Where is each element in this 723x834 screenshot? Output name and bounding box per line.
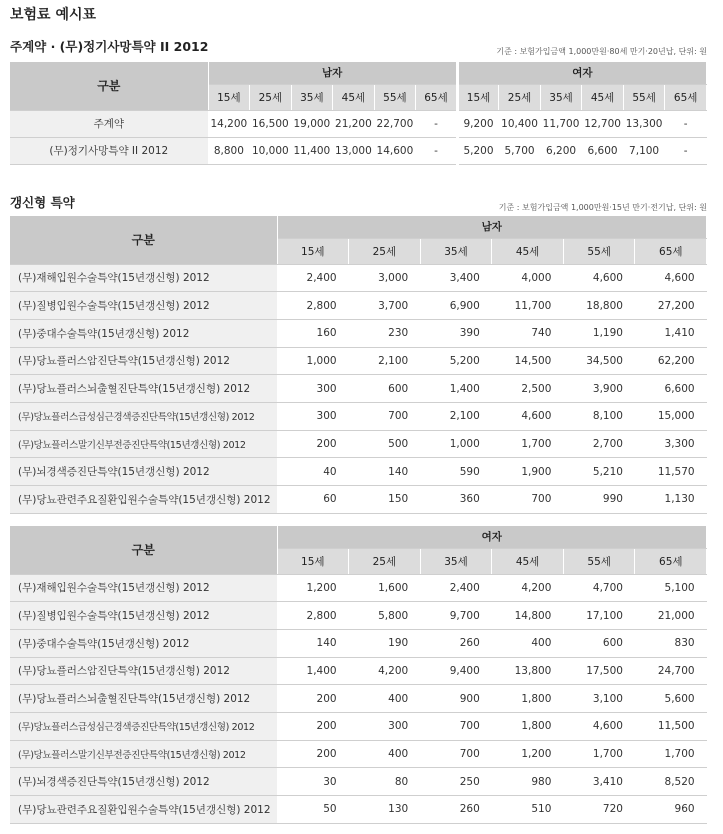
- value-cell: 190: [349, 629, 421, 657]
- table-row: [10, 347, 707, 375]
- value-cell: 17,500: [563, 657, 635, 685]
- header-gubun: 구분: [10, 526, 277, 574]
- main-contract-table: [10, 62, 707, 165]
- value-cell: 80: [349, 768, 421, 796]
- header-male: 남자: [277, 216, 707, 238]
- table-row: [10, 375, 707, 403]
- value-cell: 230: [349, 319, 421, 347]
- row-label: (무)당뇨플러스암진단특약(15년갱신형) 2012: [10, 657, 277, 685]
- value-cell: 1,200: [492, 740, 564, 768]
- age-header: 45세: [492, 238, 564, 264]
- value-cell: 160: [277, 319, 349, 347]
- value-cell: 60: [277, 486, 349, 514]
- value-cell: 4,600: [563, 264, 635, 292]
- value-cell: 990: [563, 486, 635, 514]
- value-cell: 4,200: [492, 574, 564, 602]
- cell-male: 8,800: [208, 137, 250, 164]
- value-cell: 1,700: [635, 740, 707, 768]
- table-row: [10, 657, 707, 685]
- value-cell: 1,130: [635, 486, 707, 514]
- value-cell: 17,100: [563, 602, 635, 630]
- value-cell: 6,900: [420, 292, 492, 320]
- page-title: 보험료 예시표: [10, 7, 97, 23]
- value-cell: 1,400: [277, 657, 349, 685]
- table-row: [10, 629, 707, 657]
- value-cell: 1,800: [492, 712, 564, 740]
- table-row: [10, 602, 707, 630]
- section1-title: 주계약 · (무)정기사망특약 II 2012: [10, 39, 209, 54]
- row-label: (무)질병입원수술특약(15년갱신형) 2012: [10, 602, 277, 630]
- table-row: [10, 430, 707, 458]
- value-cell: 830: [635, 629, 707, 657]
- row-label: (무)당뇨관련주요질환입원수술특약(15년갱신형) 2012: [10, 486, 277, 514]
- table-row: [10, 685, 707, 713]
- age-header-female: 55세: [623, 84, 665, 110]
- value-cell: 300: [277, 375, 349, 403]
- table-row: [10, 264, 707, 292]
- row-label: (무)재해입원수술특약(15년갱신형) 2012: [10, 574, 277, 602]
- value-cell: 1,190: [563, 319, 635, 347]
- cell-female: 9,200: [457, 110, 499, 137]
- table-row: [10, 319, 707, 347]
- value-cell: 3,410: [563, 768, 635, 796]
- value-cell: 2,100: [349, 347, 421, 375]
- value-cell: 6,600: [635, 375, 707, 403]
- age-header-female: 35세: [540, 84, 582, 110]
- cell-male: 14,200: [208, 110, 250, 137]
- row-label: (무)뇌경색증진단특약(15년갱신형) 2012: [10, 768, 277, 796]
- value-cell: 8,520: [635, 768, 707, 796]
- age-header-male: 25세: [250, 84, 292, 110]
- cell-female: 5,700: [499, 137, 541, 164]
- table-row: [10, 137, 707, 164]
- value-cell: 260: [420, 796, 492, 824]
- cell-male: 11,400: [291, 137, 333, 164]
- value-cell: 3,400: [420, 264, 492, 292]
- age-header: 55세: [563, 238, 635, 264]
- table-row: [10, 574, 707, 602]
- value-cell: 1,900: [492, 458, 564, 486]
- table-row: [10, 486, 707, 514]
- header-female: 여자: [277, 526, 707, 548]
- table-row: [10, 712, 707, 740]
- value-cell: 3,000: [349, 264, 421, 292]
- value-cell: 260: [420, 629, 492, 657]
- age-header: 35세: [420, 238, 492, 264]
- cell-female: 10,400: [499, 110, 541, 137]
- value-cell: 700: [420, 712, 492, 740]
- value-cell: 8,100: [563, 402, 635, 430]
- value-cell: 5,800: [349, 602, 421, 630]
- table-row: [10, 402, 707, 430]
- cell-male: -: [416, 110, 458, 137]
- value-cell: 1,000: [420, 430, 492, 458]
- table-row: [10, 796, 707, 824]
- value-cell: 590: [420, 458, 492, 486]
- value-cell: 740: [492, 319, 564, 347]
- table-row: [10, 110, 707, 137]
- rider-male-table: [10, 216, 707, 514]
- cell-male: 19,000: [291, 110, 333, 137]
- row-label: (무)당뇨플러스뇌출혈진단특약(15년갱신형) 2012: [10, 685, 277, 713]
- value-cell: 250: [420, 768, 492, 796]
- cell-male: 14,600: [374, 137, 416, 164]
- value-cell: 13,800: [492, 657, 564, 685]
- cell-male: 10,000: [250, 137, 292, 164]
- value-cell: 360: [420, 486, 492, 514]
- value-cell: 300: [277, 402, 349, 430]
- value-cell: 2,400: [420, 574, 492, 602]
- cell-female: 6,600: [582, 137, 624, 164]
- value-cell: 5,200: [420, 347, 492, 375]
- value-cell: 9,700: [420, 602, 492, 630]
- value-cell: 15,000: [635, 402, 707, 430]
- value-cell: 1,700: [563, 740, 635, 768]
- header-female: 여자: [457, 62, 706, 84]
- value-cell: 14,500: [492, 347, 564, 375]
- value-cell: 3,700: [349, 292, 421, 320]
- cell-female: -: [665, 137, 707, 164]
- value-cell: 400: [492, 629, 564, 657]
- row-label: (무)뇌경색증진단특약(15년갱신형) 2012: [10, 458, 277, 486]
- row-label: (무)정기사망특약 II 2012: [10, 137, 208, 164]
- row-label: (무)당뇨관련주요질환입원수술특약(15년갱신형) 2012: [10, 796, 277, 824]
- value-cell: 3,300: [635, 430, 707, 458]
- header-gubun: 구분: [10, 62, 208, 110]
- cell-female: -: [665, 110, 707, 137]
- value-cell: 62,200: [635, 347, 707, 375]
- value-cell: 27,200: [635, 292, 707, 320]
- value-cell: 400: [349, 685, 421, 713]
- row-label: (무)당뇨플러스말기신부전증진단특약(15년갱신형) 2012: [10, 430, 277, 458]
- value-cell: 1,000: [277, 347, 349, 375]
- value-cell: 500: [349, 430, 421, 458]
- value-cell: 140: [277, 629, 349, 657]
- age-header: 45세: [492, 548, 564, 574]
- value-cell: 200: [277, 430, 349, 458]
- age-header: 15세: [277, 548, 349, 574]
- section2-title: 갱신형 특약: [10, 195, 75, 210]
- value-cell: 200: [277, 712, 349, 740]
- cell-male: 16,500: [250, 110, 292, 137]
- cell-female: 13,300: [623, 110, 665, 137]
- table-row: [10, 740, 707, 768]
- value-cell: 4,600: [492, 402, 564, 430]
- age-header: 25세: [349, 548, 421, 574]
- row-label: (무)당뇨플러스말기신부전증진단특약(15년갱신형) 2012: [10, 740, 277, 768]
- cell-female: 12,700: [582, 110, 624, 137]
- value-cell: 11,700: [492, 292, 564, 320]
- age-header: 35세: [420, 548, 492, 574]
- section2-note: 기준 : 보험가입금액 1,000만원·15년 만기·전기납, 단위: 원: [498, 203, 707, 212]
- table-row: [10, 458, 707, 486]
- cell-female: 7,100: [623, 137, 665, 164]
- value-cell: 4,000: [492, 264, 564, 292]
- value-cell: 130: [349, 796, 421, 824]
- value-cell: 720: [563, 796, 635, 824]
- cell-male: 22,700: [374, 110, 416, 137]
- value-cell: 4,700: [563, 574, 635, 602]
- row-label: (무)당뇨플러스급성심근경색증진단특약(15년갱신형) 2012: [10, 402, 277, 430]
- value-cell: 700: [349, 402, 421, 430]
- value-cell: 3,900: [563, 375, 635, 403]
- value-cell: 1,800: [492, 685, 564, 713]
- row-label: (무)당뇨플러스뇌출혈진단특약(15년갱신형) 2012: [10, 375, 277, 403]
- value-cell: 2,100: [420, 402, 492, 430]
- header-male: 남자: [208, 62, 457, 84]
- age-header: 25세: [349, 238, 421, 264]
- row-label: (무)중대수술특약(15년갱신형) 2012: [10, 319, 277, 347]
- value-cell: 600: [349, 375, 421, 403]
- value-cell: 3,100: [563, 685, 635, 713]
- value-cell: 200: [277, 685, 349, 713]
- cell-female: 11,700: [540, 110, 582, 137]
- value-cell: 150: [349, 486, 421, 514]
- value-cell: 510: [492, 796, 564, 824]
- value-cell: 4,200: [349, 657, 421, 685]
- row-label: (무)질병입원수술특약(15년갱신형) 2012: [10, 292, 277, 320]
- age-header-female: 25세: [499, 84, 541, 110]
- value-cell: 30: [277, 768, 349, 796]
- value-cell: 1,700: [492, 430, 564, 458]
- table-row: [10, 292, 707, 320]
- age-header: 65세: [635, 548, 707, 574]
- value-cell: 9,400: [420, 657, 492, 685]
- value-cell: 300: [349, 712, 421, 740]
- value-cell: 5,600: [635, 685, 707, 713]
- cell-male: 13,000: [333, 137, 375, 164]
- value-cell: 900: [420, 685, 492, 713]
- value-cell: 1,600: [349, 574, 421, 602]
- age-header-female: 65세: [665, 84, 707, 110]
- age-header: 55세: [563, 548, 635, 574]
- value-cell: 600: [563, 629, 635, 657]
- age-header: 65세: [635, 238, 707, 264]
- value-cell: 980: [492, 768, 564, 796]
- value-cell: 2,800: [277, 292, 349, 320]
- age-header-female: 15세: [457, 84, 499, 110]
- cell-female: 5,200: [457, 137, 499, 164]
- value-cell: 960: [635, 796, 707, 824]
- age-header-female: 45세: [582, 84, 624, 110]
- rider-female-table: [10, 526, 707, 824]
- age-header-male: 65세: [416, 84, 458, 110]
- value-cell: 2,700: [563, 430, 635, 458]
- value-cell: 4,600: [635, 264, 707, 292]
- value-cell: 34,500: [563, 347, 635, 375]
- age-header-male: 55세: [374, 84, 416, 110]
- value-cell: 5,210: [563, 458, 635, 486]
- value-cell: 700: [420, 740, 492, 768]
- value-cell: 50: [277, 796, 349, 824]
- age-header-male: 45세: [333, 84, 375, 110]
- age-header: 15세: [277, 238, 349, 264]
- value-cell: 2,400: [277, 264, 349, 292]
- table-row: [10, 768, 707, 796]
- row-label: (무)중대수술특약(15년갱신형) 2012: [10, 629, 277, 657]
- age-header-male: 35세: [291, 84, 333, 110]
- value-cell: 1,200: [277, 574, 349, 602]
- row-label: (무)당뇨플러스암진단특약(15년갱신형) 2012: [10, 347, 277, 375]
- value-cell: 2,500: [492, 375, 564, 403]
- value-cell: 700: [492, 486, 564, 514]
- cell-female: 6,200: [540, 137, 582, 164]
- value-cell: 1,400: [420, 375, 492, 403]
- value-cell: 21,000: [635, 602, 707, 630]
- value-cell: 11,500: [635, 712, 707, 740]
- value-cell: 4,600: [563, 712, 635, 740]
- value-cell: 400: [349, 740, 421, 768]
- row-label: (무)당뇨플러스급성심근경색증진단특약(15년갱신형) 2012: [10, 712, 277, 740]
- value-cell: 14,800: [492, 602, 564, 630]
- value-cell: 11,570: [635, 458, 707, 486]
- value-cell: 24,700: [635, 657, 707, 685]
- section1-note: 기준 : 보험가입금액 1,000만원·80세 만기·20년납, 단위: 원: [496, 47, 707, 56]
- cell-male: -: [416, 137, 458, 164]
- value-cell: 1,410: [635, 319, 707, 347]
- value-cell: 5,100: [635, 574, 707, 602]
- value-cell: 390: [420, 319, 492, 347]
- header-gubun: 구분: [10, 216, 277, 264]
- cell-male: 21,200: [333, 110, 375, 137]
- value-cell: 140: [349, 458, 421, 486]
- value-cell: 40: [277, 458, 349, 486]
- row-label: 주계약: [10, 110, 208, 137]
- value-cell: 200: [277, 740, 349, 768]
- row-label: (무)재해입원수술특약(15년갱신형) 2012: [10, 264, 277, 292]
- age-header-male: 15세: [208, 84, 250, 110]
- value-cell: 18,800: [563, 292, 635, 320]
- value-cell: 2,800: [277, 602, 349, 630]
